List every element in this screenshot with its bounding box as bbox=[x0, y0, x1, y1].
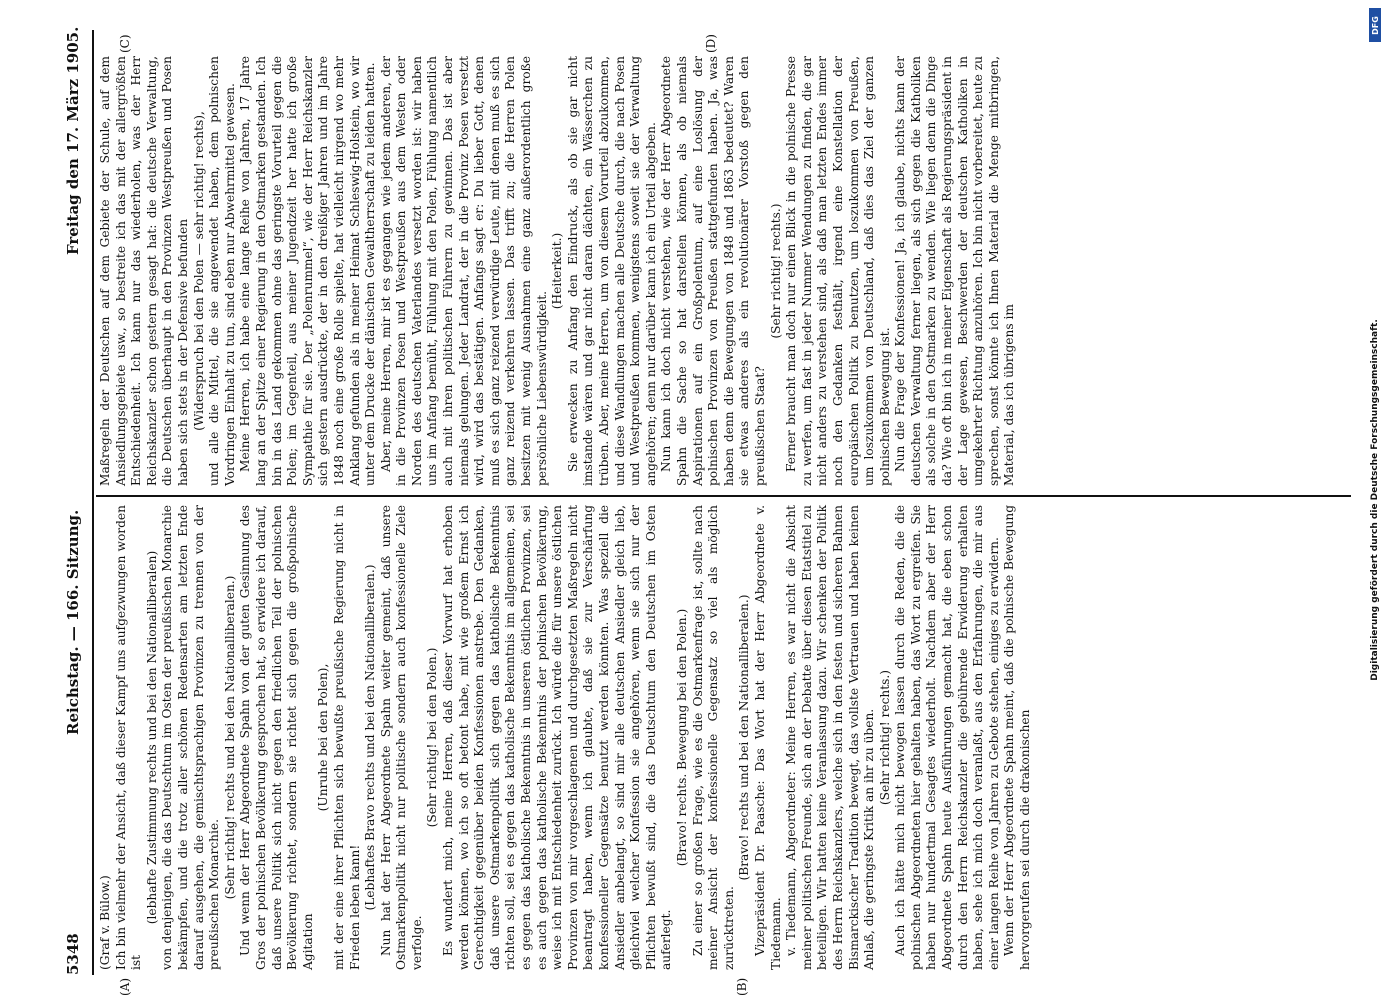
page-header bbox=[60, 26, 90, 975]
paragraph: Nun kann ich doch nicht verstehen, wie der Herr Abgeordnete Spahn die Sache so hat darstellen können, als ob niemals Aspirationen auf ein Großpolentum, auf eine Loslösung der polnischen Provinzen von Preußen stattgefunden haben. Ja, was haben denn die Bewegungen von 1848 und 1863 bedeutet? Waren sie etwas anderes als ein revolutionärer Vorstoß gegen den preußischen Staat? bbox=[659, 56, 767, 486]
digitization-note-text: Digitalisierung gefördert durch die Deutsche Forschungsgemeinschaft. bbox=[1370, 319, 1381, 681]
paragraph: v. Tiedemann, Abgeordneter: Meine Herren, es war nicht die Absicht meiner politischen Freunde, sich an der Debatte über diesen Etatstitel zu beteiligen. Wir hatten keine Veranlassung dazu. Wir schenken der Politik des Herrn Reichskanzlers, welche sich in den festen und sicheren Bahnen Bismarckischer Tradition bewegt, das vollste Vertrauen und haben keinen Anlaß, die geringste Kritik an ihr zu üben. bbox=[784, 505, 877, 970]
paragraph: (Unruhe bei den Polen), bbox=[316, 663, 331, 812]
paragraph: Meine Herren, ich habe eine lange Reihe von Jahren, 17 Jahre lang an der Spitze einer Regierung in den Ostmarken gestanden. Ich bin in das Land gekommen ohne das geringste Vorurteil gegen die Polen; im Gegenteil, aus meiner Jugendzeit her hatte ich große Sympathie für sie. Der „Polenrummel“, wie der Herr Reichskanzler sich gestern ausdrückte, der in den dreißiger Jahren und im Jahre 1848 noch eine große Rolle spielte, hat vielleicht nirgend wo mehr Anklang gefunden als in meiner Heimat Schleswig-Holstein, wo wir unter dem Drucke der dänischen Gewaltherrschaft zu leiden hatten. bbox=[238, 56, 378, 486]
session-date: Freitag den 17. März 1905. bbox=[64, 26, 82, 255]
margin-marker-a: (A) bbox=[118, 977, 132, 996]
paragraph: mit der eine ihrer Pflichten sich bewußte preußische Regierung nicht in Frieden leben kann! bbox=[331, 505, 362, 970]
left-column bbox=[98, 505, 1034, 970]
paragraph: (Sehr richtig! rechts und bei den Nationalliberalen.) bbox=[222, 575, 237, 900]
paragraph: und alle die Mittel, die sie angewendet haben, dem polnischen Vordringen Einhalt zu tun, sind eben nur Abwehrmittel gewesen. bbox=[207, 56, 237, 486]
paragraph: (Sehr richtig! bei den Polen.) bbox=[425, 647, 440, 828]
dfg-logo: DFG bbox=[1369, 8, 1381, 42]
paragraph: (Widerspruch bei den Polen — sehr richtig! rechts), bbox=[191, 111, 206, 431]
column-divider bbox=[96, 495, 1351, 497]
paragraph: (Graf v. Bülow.) bbox=[98, 875, 112, 970]
paragraph: (Heiterkeit.) bbox=[550, 232, 565, 310]
margin-marker-c: (C) bbox=[118, 34, 132, 53]
paragraph: Ich bin vielmehr der Ansicht, daß dieser Kampf uns aufgezwungen worden ist bbox=[113, 505, 144, 970]
margin-marker-d: (D) bbox=[704, 34, 718, 53]
session-title: Reichstag. — 166. Sitzung. bbox=[64, 509, 82, 735]
digitization-note bbox=[1368, 0, 1382, 1000]
paragraph: (Bravo! rechts und bei den Nationalliberalen.) bbox=[737, 594, 752, 881]
paragraph: (Lebhaftes Bravo rechts und bei den Nationalliberalen.) bbox=[363, 564, 378, 911]
paragraph: Zu einer so großen Frage, wie es die Ostmarkenfrage ist, sollte nach meiner Ansicht der konfessionelle Gegensatz so viel als möglich zurücktreten. bbox=[690, 505, 736, 970]
paragraph: Sie erwecken zu Anfang den Eindruck, als ob sie gar nicht imstande wären und gar nicht daran dächten, ein Wässerchen zu trüben. Aber, meine Herren, um von diesem Vorurteil abzukommen, und diese Wandlungen machen alle Deutsche durch, die nach Posen und Westpreußen kommen, wenigstens soweit sie der Verwaltung angehören; denn nur darüber kann ich ein Urteil abgeben. bbox=[565, 56, 658, 486]
paragraph: Wenn der Herr Abgeordnete Spahn meint, daß die polnische Bewegung hervorgerufen sei durch die drakonischen bbox=[1002, 505, 1033, 970]
header-rule bbox=[92, 30, 94, 975]
paragraph: Auch ich hätte mich nicht bewogen lassen durch die Reden, die die polnischen Abgeordneten hier gehalten haben, das Wort zu ergreifen. Sie haben nur hundertmal Gesagtes wiederholt. Nachdem aber der Herr Abgeordnete Spahn heute Ausführungen gemacht hat, die eben schon durch den Herrn Reichskanzler die gebührende Erwiderung erhalten haben, sehe ich mich doch veranlaßt, aus den Erfahrungen, die mir aus einer langen Reihe von Jahren zu Gebote stehen, einiges zu erwidern. bbox=[893, 505, 1001, 970]
paragraph: von denjenigen, die das Deutschtum im Osten der preußischen Monarchie bekämpfen, und die trotz aller schönen Redensarten am letzten Ende darauf ausgehen, die gemischtsprachigen Provinzen zu trennen von der preußischen Monarchie. bbox=[160, 505, 222, 970]
paragraph: Aber, meine Herren, mir ist es gegangen wie jedem anderen, der in die Provinzen Posen und Westpreußen aus dem Westen oder Norden des deutschen Vaterlandes versetzt worden ist: wir haben uns im Anfang bemüht, Fühlung mit den Polen, Fühlung namentlich auch mit ihren politischen Führern zu gewinnen. Das ist aber niemals gelungen. Jeder Landrat, der in die Provinz Posen versetzt wird, wird das bestätigen. Anfangs sagt er: Du lieber Gott, denen muß es sich ganz reizend verwürdige Leute, mit denen muß es sich ganz reizend verkehren lassen. Das trifft zu; die Herren Polen besitzen mit wenig Ausnahmen eine ganz außerordentlich große persönliche Liebenswürdigkeit. bbox=[378, 56, 549, 486]
page-number: 5348 bbox=[64, 933, 82, 975]
margin-marker-b: (B) bbox=[735, 977, 749, 996]
paragraph: Nun die Frage der Konfessionen! Ja, ich glaube, nichts kann der deutschen Verwaltung ferner liegen, als sich gegen die Katholiken als solche in den Ostmarken zu wenden. Wie liegen denn die Dinge da? Wie oft bin ich in meiner Eigenschaft als Regierungspräsident in der Lage gewesen, Beschwerden der deutschen Katholiken in umgekehrter Richtung anzuhören. Ich bin nicht vorbereitet, heute zu sprechen, sonst könnte ich Ihnen Material die Menge mitbringen, Material, das ich übrigens im bbox=[893, 56, 1017, 486]
paragraph: Vizepräsident Dr. Paasche: Das Wort hat der Herr Abgeordnete v. Tiedemann. bbox=[752, 505, 783, 970]
paragraph: (Sehr richtig! rechts.) bbox=[768, 203, 783, 339]
right-column bbox=[98, 56, 1018, 486]
paragraph: (Bravo! rechts. Bewegung bei den Polen.) bbox=[674, 608, 689, 867]
paragraph: (Sehr richtig! rechts.) bbox=[877, 669, 892, 806]
paragraph: Maßregeln der Deutschen auf dem Gebiete der Schule, auf dem Ansiedlungsgebiete usw., so bestreite ich das mit der allergrößten Entschiedenheit. Ich kann nur das wiederholen, was der Herr Reichskanzler schon gestern gesagt hat: die deutsche Verwaltung, die Deutschen überhaupt in den Provinzen Westpreußen und Posen haben sich stets in der Defensive befunden bbox=[98, 56, 190, 486]
paragraph: Es wundert mich, meine Herren, daß dieser Vorwurf hat erhoben werden können, wo ich so oft betont habe, mit wie großem Ernst ich Gerechtigkeit gegenüber beiden Konfessionen anstrebe. Den Gedanken, daß unsere Ostmarkenpolitik sich gegen das katholische Bekenntnis richten soll, sei es gegen das katholische Bekenntnis im allgemeinen, sei es gegen das katholische Bekenntnis in unseren östlichen Provinzen, sei es auch gegen das katholische Bekenntnis der polnischen Bevölkerung, weise ich mit Entschiedenheit zurück. Ich würde die für unsere östlichen Provinzen von mir vorgeschlagenen und durchgesetzten Maßregeln nicht beantragt haben, wenn ich glaubte, daß sie zur Verschärfung konfessioneller Gegensätze benutzt werden könnten. Was speziell die Ansiedler anbelangt, so sind mir alle deutschen Ansiedler gleich lieb, gleichviel welcher Konfession sie angehören, wenn sie sich nur der Pflichten bewußt sind, die das Deutschtum den Deutschen im Osten auferlegt. bbox=[441, 505, 674, 970]
paragraph: (lebhafte Zustimmung rechts und bei den Nationalliberalen) bbox=[144, 550, 159, 925]
paragraph: Ferner braucht man doch nur einen Blick in die polnische Presse zu werfen, um fast in jeder Nummer Wendungen zu finden, die gar nicht anders zu verstehen sind, als daß man letzten Endes immer noch den Gedanken festhält, irgend eine Konstellation der europäischen Politik zu benutzen, um loszukommen von Preußen, um loszukommen von Deutschland, daß dies das Ziel der ganzen polnischen Bewegung ist. bbox=[784, 56, 892, 486]
paragraph: Und wenn der Herr Abgeordnete Spahn von der guten Gesinnung des Gros der polnischen Bevölkerung gesprochen hat, so erwidere ich darauf, daß unsere Politik sich nicht gegen den friedlichen Teil der polnischen Bevölkerung richtet, sondern sie richtet sich gegen die großpolnische Agitation bbox=[238, 505, 315, 970]
paragraph: Nun hat der Herr Abgeordnete Spahn weiter gemeint, daß unsere Ostmarkenpolitik nicht nur politische sondern auch konfessionelle Ziele verfolge. bbox=[378, 505, 424, 970]
